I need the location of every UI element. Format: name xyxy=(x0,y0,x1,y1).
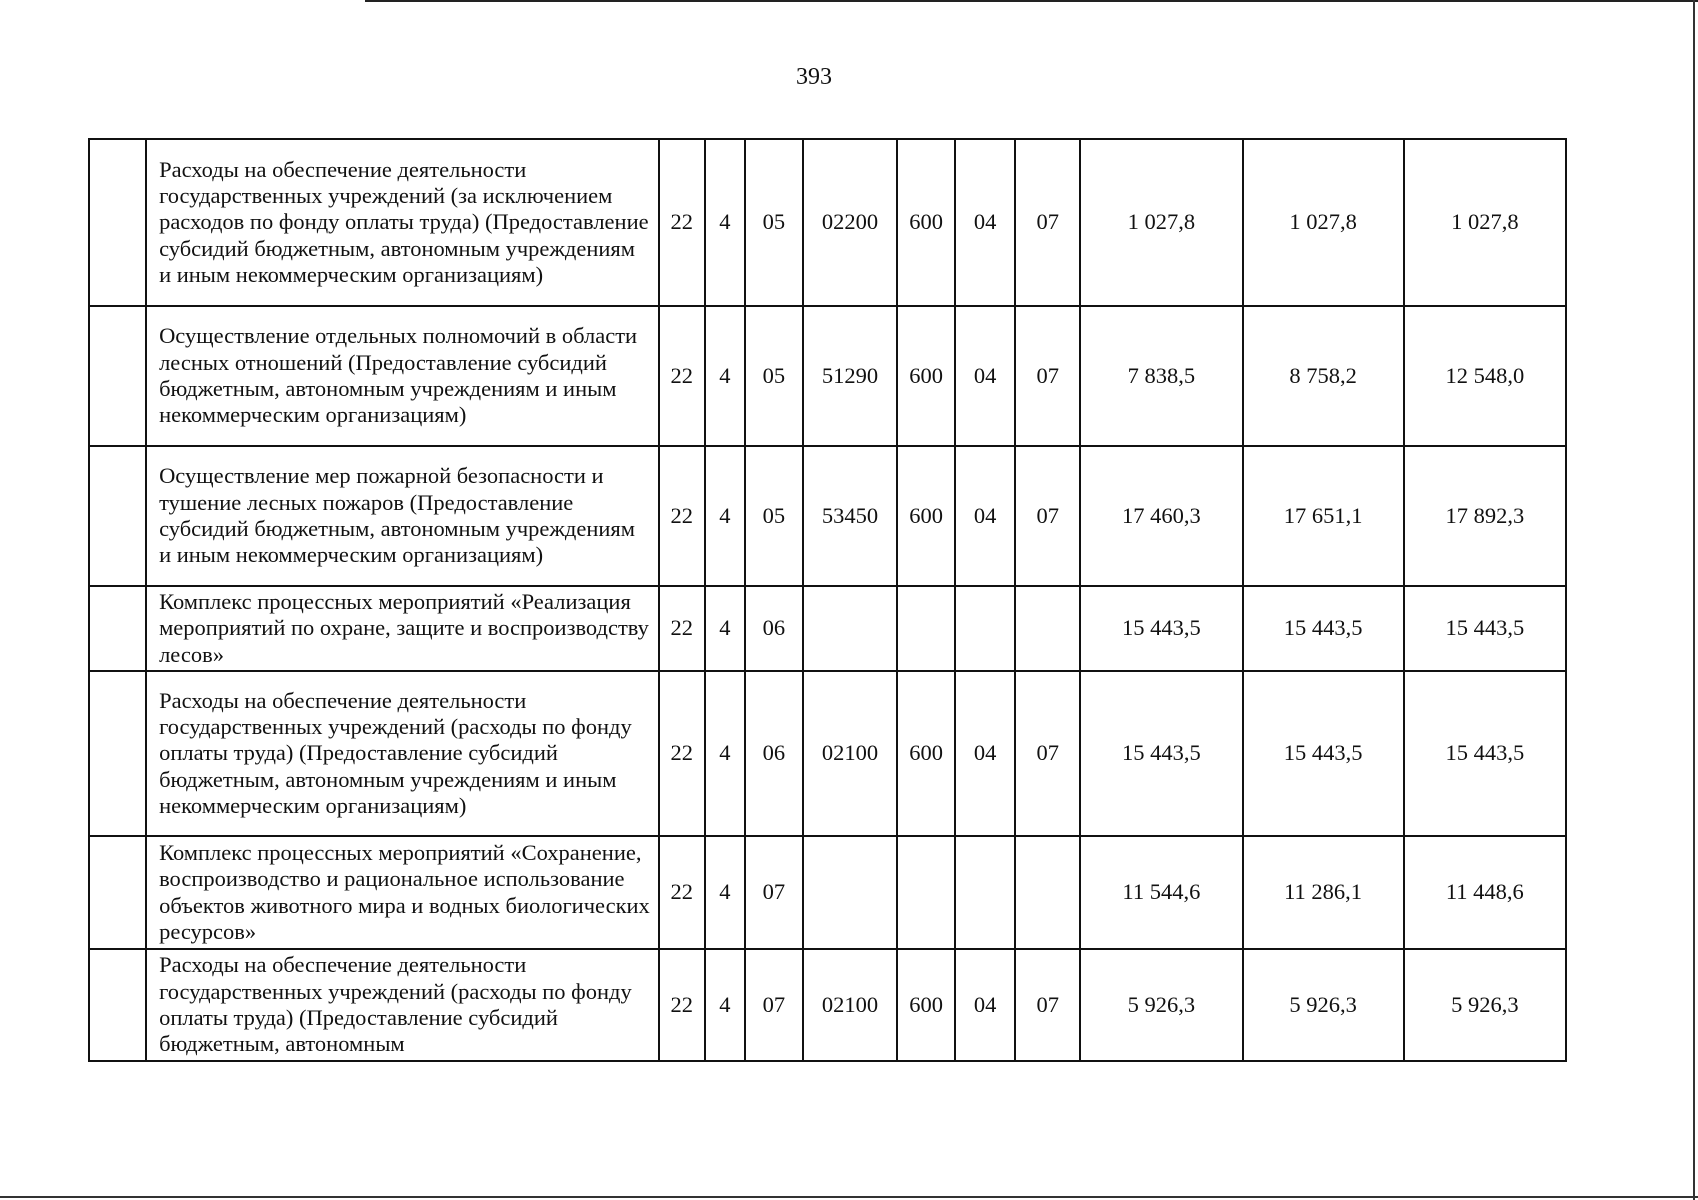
code-cell: 05 xyxy=(745,446,803,586)
code-cell: 600 xyxy=(897,949,955,1061)
amount-cell: 15 443,5 xyxy=(1080,586,1242,671)
row-number-cell xyxy=(89,586,146,671)
code-cell: 05 xyxy=(745,139,803,306)
code-cell xyxy=(955,586,1015,671)
code-cell: 22 xyxy=(659,671,705,836)
code-cell: 07 xyxy=(745,949,803,1061)
amount-cell: 5 926,3 xyxy=(1404,949,1566,1061)
amount-cell: 15 443,5 xyxy=(1243,586,1404,671)
amount-cell: 5 926,3 xyxy=(1080,949,1242,1061)
table-row xyxy=(89,586,1566,671)
description-cell: Расходы на обеспечение деятельности государственных учреждений (расходы по фонду оплаты труда) (Предоставление субсидий бюджетным, автономным учреждениям и иным некоммерческим организациям) xyxy=(146,671,659,836)
description-cell: Осуществление мер пожарной безопасности и тушение лесных пожаров (Предоставление субсидий бюджетным, автономным учреждениям и иным некоммерческим организациям) xyxy=(146,446,659,586)
code-cell: 51290 xyxy=(803,306,897,446)
code-cell xyxy=(803,586,897,671)
code-cell: 07 xyxy=(1015,671,1080,836)
description-cell: Комплекс процессных мероприятий «Сохранение, воспроизводство и рациональное использование объектов животного мира и водных биологических ресурсов» xyxy=(146,836,659,949)
bottom-border-line xyxy=(0,1196,1698,1198)
code-cell: 02100 xyxy=(803,949,897,1061)
code-cell: 04 xyxy=(955,139,1015,306)
amount-cell: 12 548,0 xyxy=(1404,306,1566,446)
code-cell: 4 xyxy=(705,139,745,306)
table-row xyxy=(89,836,1566,949)
amount-cell: 11 448,6 xyxy=(1404,836,1566,949)
table-row xyxy=(89,446,1566,586)
amount-cell: 17 651,1 xyxy=(1243,446,1404,586)
amount-cell: 7 838,5 xyxy=(1080,306,1242,446)
code-cell: 06 xyxy=(745,586,803,671)
code-cell: 04 xyxy=(955,671,1015,836)
code-cell: 07 xyxy=(1015,306,1080,446)
amount-cell: 8 758,2 xyxy=(1243,306,1404,446)
budget-table xyxy=(88,138,1567,1062)
code-cell: 600 xyxy=(897,446,955,586)
code-cell: 04 xyxy=(955,949,1015,1061)
amount-cell: 5 926,3 xyxy=(1243,949,1404,1061)
row-number-cell xyxy=(89,306,146,446)
code-cell: 02100 xyxy=(803,671,897,836)
amount-cell: 1 027,8 xyxy=(1243,139,1404,306)
code-cell: 4 xyxy=(705,446,745,586)
amount-cell: 1 027,8 xyxy=(1404,139,1566,306)
code-cell: 06 xyxy=(745,671,803,836)
row-number-cell xyxy=(89,949,146,1061)
amount-cell: 11 544,6 xyxy=(1080,836,1242,949)
code-cell: 4 xyxy=(705,586,745,671)
code-cell: 07 xyxy=(1015,446,1080,586)
code-cell: 04 xyxy=(955,446,1015,586)
code-cell: 53450 xyxy=(803,446,897,586)
code-cell: 22 xyxy=(659,306,705,446)
amount-cell: 15 443,5 xyxy=(1404,671,1566,836)
code-cell xyxy=(897,586,955,671)
code-cell: 07 xyxy=(1015,139,1080,306)
code-cell xyxy=(897,836,955,949)
description-cell: Комплекс процессных мероприятий «Реализация мероприятий по охране, защите и воспроизводству лесов» xyxy=(146,586,659,671)
code-cell: 07 xyxy=(1015,949,1080,1061)
code-cell: 4 xyxy=(705,949,745,1061)
code-cell: 05 xyxy=(745,306,803,446)
description-cell: Расходы на обеспечение деятельности государственных учреждений (расходы по фонду оплаты труда) (Предоставление субсидий бюджетным, автономным xyxy=(146,949,659,1061)
table-row xyxy=(89,139,1566,306)
code-cell xyxy=(1015,836,1080,949)
code-cell xyxy=(803,836,897,949)
table-row xyxy=(89,671,1566,836)
code-cell: 22 xyxy=(659,139,705,306)
row-number-cell xyxy=(89,446,146,586)
amount-cell: 17 460,3 xyxy=(1080,446,1242,586)
code-cell: 600 xyxy=(897,306,955,446)
code-cell: 02200 xyxy=(803,139,897,306)
amount-cell: 11 286,1 xyxy=(1243,836,1404,949)
code-cell: 04 xyxy=(955,306,1015,446)
code-cell: 4 xyxy=(705,671,745,836)
row-number-cell xyxy=(89,671,146,836)
amount-cell: 15 443,5 xyxy=(1080,671,1242,836)
top-border-line xyxy=(365,0,1698,2)
description-cell: Осуществление отдельных полномочий в области лесных отношений (Предоставление субсидий бюджетным, автономным учреждениям и иным некоммерческим организациям) xyxy=(146,306,659,446)
amount-cell: 1 027,8 xyxy=(1080,139,1242,306)
code-cell: 22 xyxy=(659,949,705,1061)
amount-cell: 15 443,5 xyxy=(1404,586,1566,671)
table-row xyxy=(89,949,1566,1061)
code-cell: 22 xyxy=(659,446,705,586)
right-border-line xyxy=(1693,0,1695,1200)
row-number-cell xyxy=(89,836,146,949)
code-cell: 07 xyxy=(745,836,803,949)
code-cell: 600 xyxy=(897,671,955,836)
code-cell xyxy=(955,836,1015,949)
amount-cell: 17 892,3 xyxy=(1404,446,1566,586)
page-number: 393 xyxy=(796,64,832,90)
code-cell: 22 xyxy=(659,586,705,671)
code-cell: 4 xyxy=(705,836,745,949)
row-number-cell xyxy=(89,139,146,306)
code-cell: 22 xyxy=(659,836,705,949)
table-row xyxy=(89,306,1566,446)
description-cell: Расходы на обеспечение деятельности государственных учреждений (за исключением расходов по фонду оплаты труда) (Предоставление субсидий бюджетным, автономным учреждениям и иным некоммерческим организациям) xyxy=(146,139,659,306)
code-cell: 600 xyxy=(897,139,955,306)
amount-cell: 15 443,5 xyxy=(1243,671,1404,836)
code-cell xyxy=(1015,586,1080,671)
code-cell: 4 xyxy=(705,306,745,446)
